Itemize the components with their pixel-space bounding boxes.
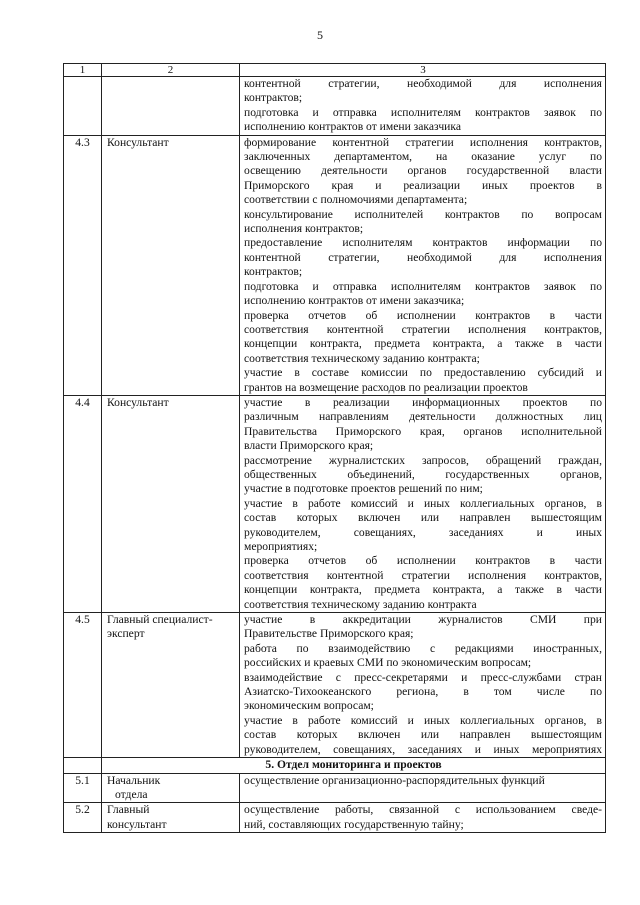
position-line: эксперт	[107, 627, 145, 641]
row-position: Консультант	[102, 135, 240, 395]
position-line: Главный	[107, 803, 150, 817]
row-number	[64, 77, 102, 136]
header-col-1: 1	[64, 64, 102, 77]
duty-line: заключенных департаментом, на оказание услуг по	[244, 150, 602, 164]
duty-line: осуществление организационно-распорядительных функций	[244, 773, 545, 787]
duty-line: участие в аккредитации журналистов СМИ при	[244, 613, 602, 627]
table-row	[64, 395, 606, 612]
duty-line: различным направлениям деятельности должностных лиц	[244, 410, 602, 424]
section-title: 5. Отдел мониторинга и проектов	[102, 758, 606, 773]
duty-line: осуществление работы, связанной с использованием сведе-	[244, 803, 602, 817]
section-blank	[64, 758, 102, 773]
duty-line: исполнению контрактов от имени заказчика;	[244, 294, 465, 308]
position-line: Главный специалист-	[107, 613, 213, 627]
duty-line: состав которых включен или направлен вышестоящим	[244, 728, 602, 742]
duty-line: контрактов;	[244, 91, 303, 105]
duty-line: Правительства Приморского края, органов исполнительной	[244, 424, 602, 438]
duty-line: формирование контентной стратегии исполнения контрактов,	[244, 135, 602, 149]
table-row	[64, 613, 606, 758]
duty-line: консультирование исполнителей контрактов по вопросам	[244, 207, 602, 221]
duty-line: соответствия контентной стратегии исполнения контрактов,	[244, 322, 602, 336]
row-number: 4.3	[64, 135, 102, 395]
duties-table	[63, 63, 606, 833]
duty-line: исполнению контрактов от имени заказчика	[244, 120, 461, 134]
row-number: 4.5	[64, 613, 102, 758]
duty-line: контентной стратегии, необходимой для исполнения	[244, 77, 602, 90]
row-position	[102, 773, 240, 803]
header-col-2: 2	[102, 64, 240, 77]
section-row	[64, 758, 606, 773]
duty-line: Приморского края и реализации иных проектов в	[244, 178, 602, 192]
table-row	[64, 77, 606, 136]
duty-line: соответствия контентной стратегии исполнения контрактов,	[244, 568, 602, 582]
row-position	[102, 803, 240, 833]
duty-line: исполнения контрактов;	[244, 222, 364, 236]
row-number: 5.1	[64, 773, 102, 803]
duty-line: грантов на возмещение расходов по реализации проектов	[244, 380, 528, 394]
row-position	[102, 613, 240, 758]
duty-line: соответствии с полномочиями департамента;	[244, 193, 468, 207]
duty-line: концепции контракта, предмета контракта, а также в части	[244, 337, 602, 351]
table-row	[64, 773, 606, 803]
row-duties	[240, 773, 606, 803]
duty-line: общественных объединений, государственных органов,	[244, 467, 602, 481]
row-duties	[240, 395, 606, 612]
duty-line: участие в составе комиссии по предоставлению субсидий и	[244, 366, 602, 380]
row-duties	[240, 135, 606, 395]
duty-line: мероприятиях;	[244, 540, 318, 553]
duty-line: подготовка и отправка исполнителям контрактов заявок по	[244, 105, 602, 119]
duty-line: подготовка и отправка исполнителям контрактов заявок по	[244, 279, 602, 293]
duty-line: Правительстве Приморского края;	[244, 627, 414, 641]
duty-line: участие в работе комиссий и иных коллегиальных органов, в	[244, 496, 602, 510]
duty-line: соответствия техническому заданию контракта;	[244, 351, 480, 365]
row-position: Консультант	[102, 395, 240, 612]
row-number: 4.4	[64, 395, 102, 612]
duty-line: руководителем, совещаниях, заседаниях и иных	[244, 525, 602, 539]
table-row	[64, 803, 606, 833]
duty-line: проверка отчетов об исполнении контрактов в части	[244, 554, 602, 568]
position-line: Начальник	[107, 773, 161, 787]
duty-line: контрактов;	[244, 265, 303, 279]
duty-line: работа по взаимодействию с редакциями иностранных,	[244, 641, 602, 655]
duty-line: ний, составляющих государственную тайну;	[244, 817, 464, 831]
position-line: отдела	[115, 787, 148, 801]
duty-line: участие в реализации информационных проектов по	[244, 395, 602, 409]
duty-line: проверка отчетов об исполнении контрактов в части	[244, 308, 602, 322]
duty-line: руководителем, совещаниях, заседаниях и иных мероприятиях	[244, 742, 602, 756]
row-duties	[240, 613, 606, 758]
duty-line: Азиатско-Тихоокеанского региона, в том числе по	[244, 685, 602, 699]
duty-line: экономическим вопросам;	[244, 699, 374, 713]
duty-line: участие в работе комиссий и иных коллегиальных органов, в	[244, 713, 602, 727]
duty-line: соответствия техническому заданию контракта	[244, 597, 477, 611]
row-number: 5.2	[64, 803, 102, 833]
header-col-3: 3	[240, 64, 606, 77]
duty-line: состав которых включен или направлен вышестоящим	[244, 511, 602, 525]
duty-line: контентной стратегии, необходимой для исполнения	[244, 250, 602, 264]
duty-line: рассмотрение журналистских запросов, обращений граждан,	[244, 453, 602, 467]
row-duties	[240, 77, 606, 136]
duty-line: концепции контракта, предмета контракта, а также в части	[244, 583, 602, 597]
duty-line: российских и краевых СМИ по экономическим вопросам;	[244, 656, 532, 670]
duty-line: освещению деятельности органов государственной власти	[244, 164, 602, 178]
duty-line: предоставление исполнителям контрактов информации по	[244, 236, 602, 250]
duty-line: власти Приморского края;	[244, 439, 374, 453]
row-duties	[240, 803, 606, 833]
table-row	[64, 135, 606, 395]
table-header-row	[64, 64, 606, 77]
duty-line: участие в подготовке проектов решений по ним;	[244, 482, 483, 496]
duty-line: взаимодействие с пресс-секретарями и пресс-службами стран	[244, 670, 602, 684]
row-position	[102, 77, 240, 136]
position-line: консультант	[107, 817, 167, 831]
page-number: 5	[317, 28, 323, 42]
